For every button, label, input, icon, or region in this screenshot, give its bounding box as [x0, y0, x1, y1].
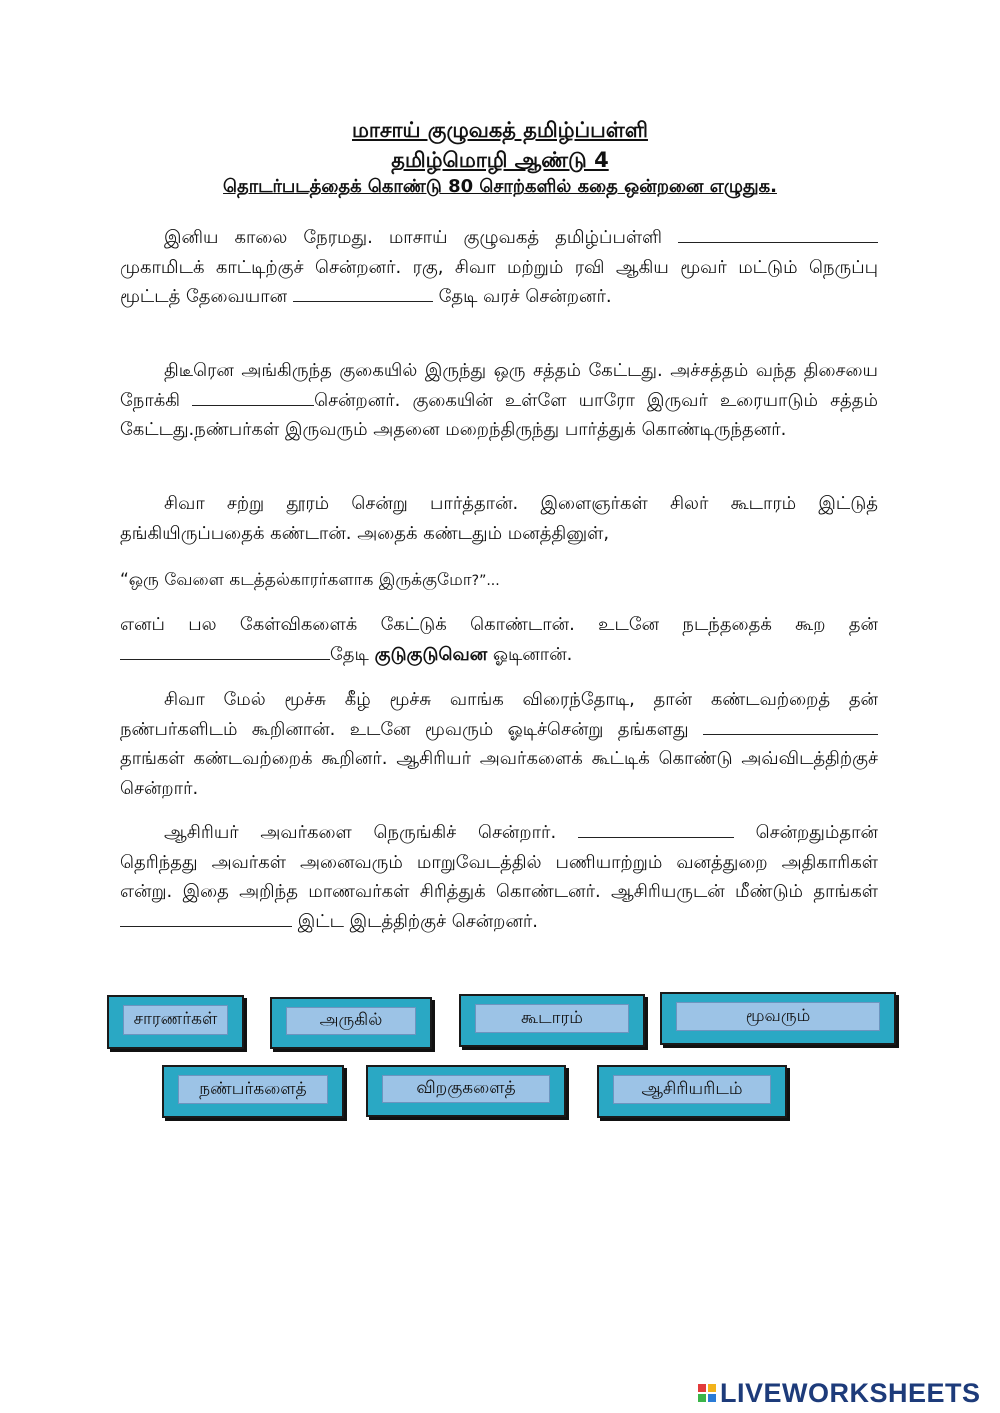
story-paragraph-2	[120, 356, 878, 445]
instruction-title: தொடர்படத்தைக் கொண்டு 80 சொற்களில் கதை ஒன்றனை எழுதுக.	[223, 176, 777, 197]
word-card-6[interactable]	[366, 1065, 566, 1117]
story-paragraph-3: சிவா சற்று தூரம் சென்று பார்த்தான். இளைஞர்கள் சிலர் கூடாரம் இட்டுத் தங்கியிருப்பதைக் கண்டான். அதைக் கண்டதும் மனத்தினுள்,	[120, 493, 878, 544]
logo-text: LIVEWORKSHEETS	[720, 1377, 981, 1408]
word-card-5[interactable]	[162, 1065, 344, 1118]
word-label[interactable]: விறகுகளைத்	[382, 1075, 550, 1103]
p7-text-c: இட்ட இடத்திற்குச் சென்றனர்.	[297, 910, 539, 932]
story-paragraph-5	[120, 610, 878, 669]
blank-1[interactable]	[678, 224, 878, 243]
story-paragraph-1	[120, 223, 878, 312]
school-title: மாசாய் குழுவகத் தமிழ்ப்பள்ளி	[352, 118, 648, 142]
p6-text-b: தாங்கள் கண்டவற்றைக் கூறினர். ஆசிரியர் அவர்களைக் கூட்டிக் கொண்டு அவ்விடத்திற்குச் சென்றார்.	[120, 748, 878, 799]
p1-text-a: இனிய காலை நேரமது. மாசாய் குழுவகத் தமிழ்ப்பள்ளி	[164, 227, 662, 248]
word-card-7[interactable]	[597, 1065, 787, 1118]
word-label[interactable]: அருகில்	[286, 1007, 416, 1035]
story-paragraph-6	[120, 685, 878, 803]
word-card-4[interactable]	[660, 992, 896, 1045]
blank-5[interactable]	[703, 716, 878, 735]
word-label[interactable]: கூடாரம்	[475, 1004, 629, 1033]
quote-tail: ?”...	[471, 573, 500, 589]
p5-bold-word: குடுகுடுவென	[374, 643, 488, 665]
p5-text-b: தேடி	[330, 643, 369, 665]
blank-7[interactable]	[120, 908, 292, 927]
p1-text-c: தேடி வரச் சென்றனர்.	[438, 286, 612, 307]
p6-text-a: சிவா மேல் மூச்சு கீழ் மூச்சு வாங்க விரைந்தோடி, தான் கண்டவற்றைத் தன் நண்பர்களிடம் கூறினான். உடனே மூவரும் ஓடிச்சென்று தங்களது	[120, 689, 878, 740]
word-card-2[interactable]	[270, 997, 432, 1049]
word-card-1[interactable]	[107, 995, 244, 1049]
p2-text-a: திடீரென அங்கிருந்த குகையில் இருந்து ஒரு சத்தம் கேட்டது. அச்சத்தம் வந்த திசையை நோக்கி	[120, 360, 878, 411]
story-paragraph-7	[120, 818, 878, 936]
logo-square-icon	[708, 1394, 716, 1402]
logo-square-icon	[708, 1384, 716, 1392]
p7-text-a: ஆசிரியர் அவர்களை நெருங்கிச் சென்றார்.	[164, 822, 557, 843]
word-label[interactable]: சாரணர்கள்	[123, 1005, 228, 1035]
p5-text-c: ஓடினான்.	[492, 643, 573, 665]
blank-6[interactable]	[578, 819, 734, 838]
word-label[interactable]: நண்பர்களைத்	[178, 1075, 328, 1104]
quote-text: “ஒரு வேளை கடத்தல்காரர்களாக இருக்குமோ	[120, 570, 472, 590]
p5-text-a: எனப் பல கேள்விகளைக் கேட்டுக் கொண்டான். உடனே நடந்ததைக் கூற தன்	[120, 614, 878, 635]
blank-3[interactable]	[192, 387, 314, 406]
word-label[interactable]: மூவரும்	[676, 1002, 880, 1031]
word-label[interactable]: ஆசிரியரிடம்	[613, 1075, 771, 1104]
p1-text-b: முகாமிடக் காட்டிற்குச் சென்றனர். ரகு, சிவா மற்றும் ரவி ஆகிய மூவர் மட்டும் நெருப்பு மூட்டத் தேவையான	[120, 256, 878, 307]
liveworksheets-logo	[698, 1378, 981, 1408]
blank-2[interactable]	[293, 283, 433, 302]
logo-square-icon	[698, 1394, 706, 1402]
logo-mark-icon	[698, 1384, 716, 1402]
subject-title: தமிழ்மொழி ஆண்டு 4	[391, 148, 609, 172]
p7-text-b: சென்றதும்தான் தெரிந்தது அவர்கள் அனைவரும் மாறுவேடத்தில் பணியாற்றும் வனத்துறை அதிகாரிகள் என்று. இதை அறிந்த மாணவர்கள் சிரித்துக் கொண்டனர். ஆசிரியருடன் மீண்டும் தாங்கள்	[120, 822, 878, 902]
logo-square-icon	[698, 1384, 706, 1392]
p2-text-b: சென்றனர். குகையின் உள்ளே யாரோ இருவர் உரையாடும் சத்தம் கேட்டது.நண்பர்கள் இருவரும் அதனை மறைந்திருந்து பார்த்துக் கொண்டிருந்தனர்.	[120, 389, 878, 440]
story-quote	[120, 566, 878, 597]
blank-4[interactable]	[120, 641, 330, 660]
word-card-3[interactable]	[459, 994, 645, 1047]
